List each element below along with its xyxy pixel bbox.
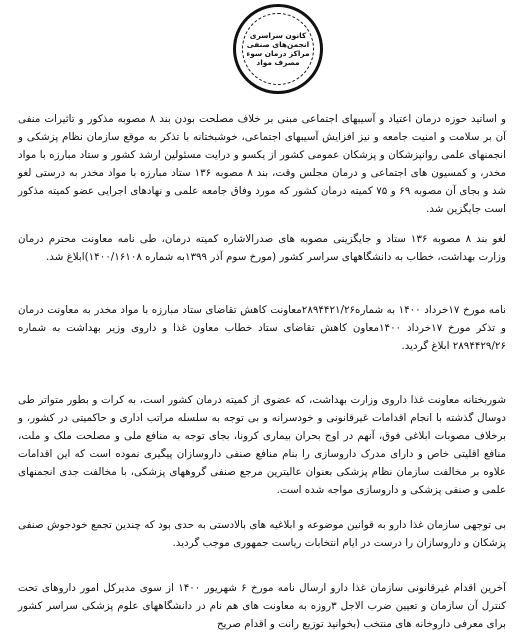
paragraph-fda-criticism: شوربختانه معاونت غذا داروی وزارت بهداشت، که عضوی از کمیته درمان کشور است، به کرات و بطور متواتر طی دوسال گذشته با انجام اقدامات غیرقانونی و خودسرانه و بی توجه به سلسله مراتب اداری و حاکمیتی در کشور، و برخلاف مصوبات ابلاغی فوق، آنهم در اوج بحران بیماری کرونا، بجای توجه به منافع ملی و مصلحت ملک و ملت، منافع اقلیتی خاص و دارای مدرک داروسازی را بنام منافع صنفی داروسازان پیگیری نموده است که این اقدامات علاوه بر مخالفت سازمان نظام پزشکی بعنوان عالیترین مرجع صنفی گروههای پزشکی، با مخالفت جدی انجمنهای علمی و صنفی پزشکی و داروسازی مواجه شده است. [18, 394, 506, 497]
paragraph-replacement-notice: لغو بند ۸ مصوبه ۱۳۶ ستاد و جایگزینی مصوبه های صدرالاشاره کمیته درمان، طی نامه معاونت محترم درمان وزارت بهداشت، خطاب به دانشگاههای سراسر کشور (مورخ سوم آذر ۱۳۹۹به شماره ۱۴۰۰/۱۶۱۰۸)ابلاغ شد. [18, 233, 506, 264]
paragraph-protests: بی توجهی سازمان غذا دارو به قوانین موضوعه و ابلاغیه های بالادستی به حدی بود که چندین تجمع خودجوش صنفی پزشکان و داروسازان را درست در ایام انتخابات ریاست جمهوری موجب گردید. [18, 519, 506, 550]
seal-line: مراکز درمان سوء [246, 49, 310, 58]
paragraph-cancellation-background: و اساتید حوزه درمان اعتیاد و آسیبهای اجتماعی مبنی بر خلاف مصلحت بودن بند ۸ مصوبه مذکور و تاثیرات منفی آن بر سلامت و امنیت جامعه و نیز افزایش آسیبهای اجتماعی، خوشبختانه با تذکر به موقع سازمان نظام پزشکی و انجمنهای علمی روانپزشکان و پزشکان عمومی کشور از یکسو و درایت مسئولین ارشد کشور و ستاد مبارزه با مواد مخدر، و کمسیون های اجتماعی و درمان مجلس وقت، بند ۸ مصوبه ۱۳۶ ستاد مبارزه با مواد مخدر به درستی لغو شد و بجای آن مصوبه ۶۹ و ۷۵ کمیته درمان کشور که مورد وفاق جامعه علمی و نهادهای اجرایی عضو کمیته مذکور است جایگزین شد. [18, 113, 506, 216]
association-seal-logo [233, 4, 323, 94]
paragraph-latest-action: آخرین اقدام غیرقانونی سازمان غذا دارو ارسال نامه مورخ ۶ شهریور ۱۴۰۰ از سوی مدیرکل امور داروهای تحت کنترل آن سازمان و تعیین ضرب الاجل ۳روزه به معاونت های هم نام در دانشگاههای علوم پزشکی سراسر کشور برای معرفی داروخانه های منتخب (بخوانید توزیع رانت و اقدام صریح [18, 582, 506, 631]
seal-line: انجمن‌های صنفی [246, 40, 310, 49]
paragraph-letter-references: نامه مورخ ۱۷خرداد ۱۴۰۰ به شماره۲۸۹۴۴۲۱/۲۶معاونت کاهش تقاضای ستاد مبارزه با مواد مخدر به معاونت درمان و تذکر مورخ ۱۷خرداد ۱۴۰۰معاون کاهش تقاضای ستاد خطاب معاون غذا و داروی وزیر بهداشت به شماره ۲۸۹۴۴۲۹/۲۶ ابلاغ گردید. [18, 304, 506, 353]
seal-line: کانون سراسری [249, 31, 307, 40]
seal-line: مصرف مواد [256, 58, 300, 67]
seal-text [236, 31, 320, 67]
